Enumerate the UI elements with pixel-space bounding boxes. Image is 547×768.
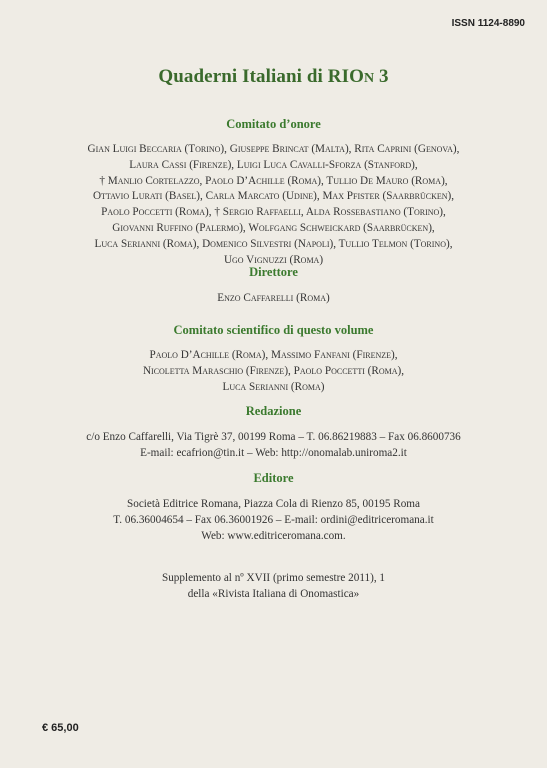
publisher-line: Società Editrice Romana, Piazza Cola di Rienzo 85, 00195 Roma [127, 498, 420, 510]
publisher-list [0, 497, 547, 544]
editorial-office-list [0, 430, 547, 462]
scientific-committee-line: Paolo D’Achille (Roma), Massimo Fanfani (Firenze), [149, 349, 398, 361]
honor-committee-heading: Comitato d’onore [226, 117, 321, 131]
director-heading: Direttore [249, 265, 298, 279]
honor-committee-section [0, 117, 547, 268]
director-list [0, 291, 547, 307]
scientific-committee-list [0, 348, 547, 395]
honor-committee-line: Luca Serianni (Roma), Domenico Silvestri (Napoli), Tullio Telmon (Torino), [94, 237, 453, 250]
series-title-number: 3 [374, 66, 389, 87]
scientific-committee-section [0, 323, 547, 395]
publisher-heading: Editore [253, 471, 294, 485]
director-section [0, 265, 547, 307]
publisher-section [0, 471, 547, 544]
honor-committee-line: Laura Cassi (Firenze), Luigi Luca Cavalli-Sforza (Stanford), [129, 158, 418, 171]
series-title-small-caps: N [363, 71, 375, 86]
supplement-line: della «Rivista Italiana di Onomastica» [187, 587, 360, 600]
honor-committee-line: Gian Luigi Beccaria (Torino), Giuseppe Brincat (Malta), Rita Caprini (Genova), [87, 143, 460, 155]
honor-committee-list [0, 142, 547, 268]
supplement-section [0, 571, 547, 603]
series-title [0, 66, 547, 88]
honor-committee-line: † Manlio Cortelazzo, Paolo D’Achille (Roma), Tullio De Mauro (Roma), [99, 174, 448, 187]
director-line: Enzo Caffarelli (Roma) [217, 292, 330, 304]
scientific-committee-heading: Comitato scientifico di questo volume [173, 323, 374, 337]
editorial-office-line: c/o Enzo Caffarelli, Via Tigrè 37, 00199 Roma – T. 06.86219883 – Fax 06.8600736 [86, 431, 461, 443]
editorial-office-section [0, 404, 547, 462]
honor-committee-line: Ugo Vignuzzi (Roma) [223, 253, 324, 266]
issn-label: ISSN 1124-8890 [451, 18, 525, 29]
editorial-office-heading: Redazione [245, 404, 302, 418]
editorial-office-line: E-mail: ecafrion@tin.it – Web: http://onomalab.uniroma2.it [140, 446, 407, 459]
honor-committee-line: Ottavio Lurati (Basel), Carla Marcato (Udine), Max Pfister (Saarbrücken), [92, 190, 455, 203]
scientific-committee-line: Nicoletta Maraschio (Firenze), Paolo Poccetti (Roma), [142, 364, 405, 377]
series-title-main: Quaderni Italiani di RIO [158, 66, 364, 87]
supplement-line: Supplemento al nº XVII (primo semestre 2011), 1 [161, 572, 386, 584]
publisher-line: Web: www.editriceromana.com. [201, 529, 346, 542]
publisher-line: T. 06.36004654 – Fax 06.36001926 – E-mail: ordini@editriceromana.it [113, 513, 434, 526]
honor-committee-line: Paolo Poccetti (Roma), † Sergio Raffaelli, Alda Rossebastiano (Torino), [101, 206, 446, 219]
honor-committee-line: Giovanni Ruffino (Palermo), Wolfgang Schweickard (Saarbrücken), [112, 221, 435, 234]
price-label: € 65,00 [42, 722, 79, 734]
scientific-committee-line: Luca Serianni (Roma) [222, 380, 325, 393]
